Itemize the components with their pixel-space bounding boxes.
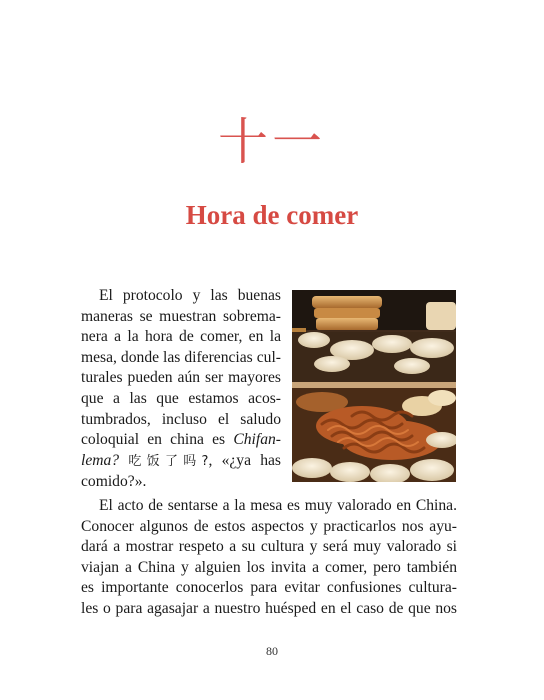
text-line: dará a mostrar respeto a su cultura y será muy valorado si [81, 538, 457, 556]
line-text: coloquial en china es [81, 431, 234, 449]
paragraph-2 [81, 496, 457, 620]
text-line: viajan a China y alguien los invita a comer, pero también [81, 558, 457, 576]
text-line: tumbrados, incluso el saludo [81, 410, 281, 428]
text-line: comido?». [81, 473, 147, 491]
italic-term: Chifan- [233, 431, 281, 449]
italic-term: lema? [81, 451, 120, 469]
text-line: les o para agasajar a nuestro huésped en el caso de que nos [81, 599, 457, 617]
text-line: es importante conocerlos para evitar confusiones cultura- [81, 579, 457, 597]
text-line: que a las que estamos acos- [81, 389, 281, 407]
text-line: turales pueden aún ser mayores [81, 369, 281, 387]
cjk-phrase: 吃饭了吗? [128, 453, 209, 469]
text-line: El acto de sentarse a la mesa es muy valorado en China. [99, 497, 457, 514]
food-photo [292, 290, 456, 482]
text-line: maneras se muestran sobrema- [81, 307, 281, 325]
chapter-number: 十一 [218, 113, 326, 171]
text-line [81, 451, 281, 473]
text-line [81, 430, 281, 451]
line-text: , «¿ya has [208, 451, 282, 469]
text-line: mesa, donde las diferencias cul- [81, 348, 281, 366]
chapter-title: Hora de comer [185, 200, 359, 230]
paragraph-1 [81, 286, 281, 493]
page-number: 80 [266, 644, 278, 658]
food-photo-illustration [292, 290, 456, 482]
text-line: Conocer algunos de estos aspectos y practicarlos nos ayu- [81, 517, 457, 535]
text-line: El protocolo y las buenas [99, 287, 281, 304]
text-line: nera a la hora de comer, en la [81, 328, 281, 346]
